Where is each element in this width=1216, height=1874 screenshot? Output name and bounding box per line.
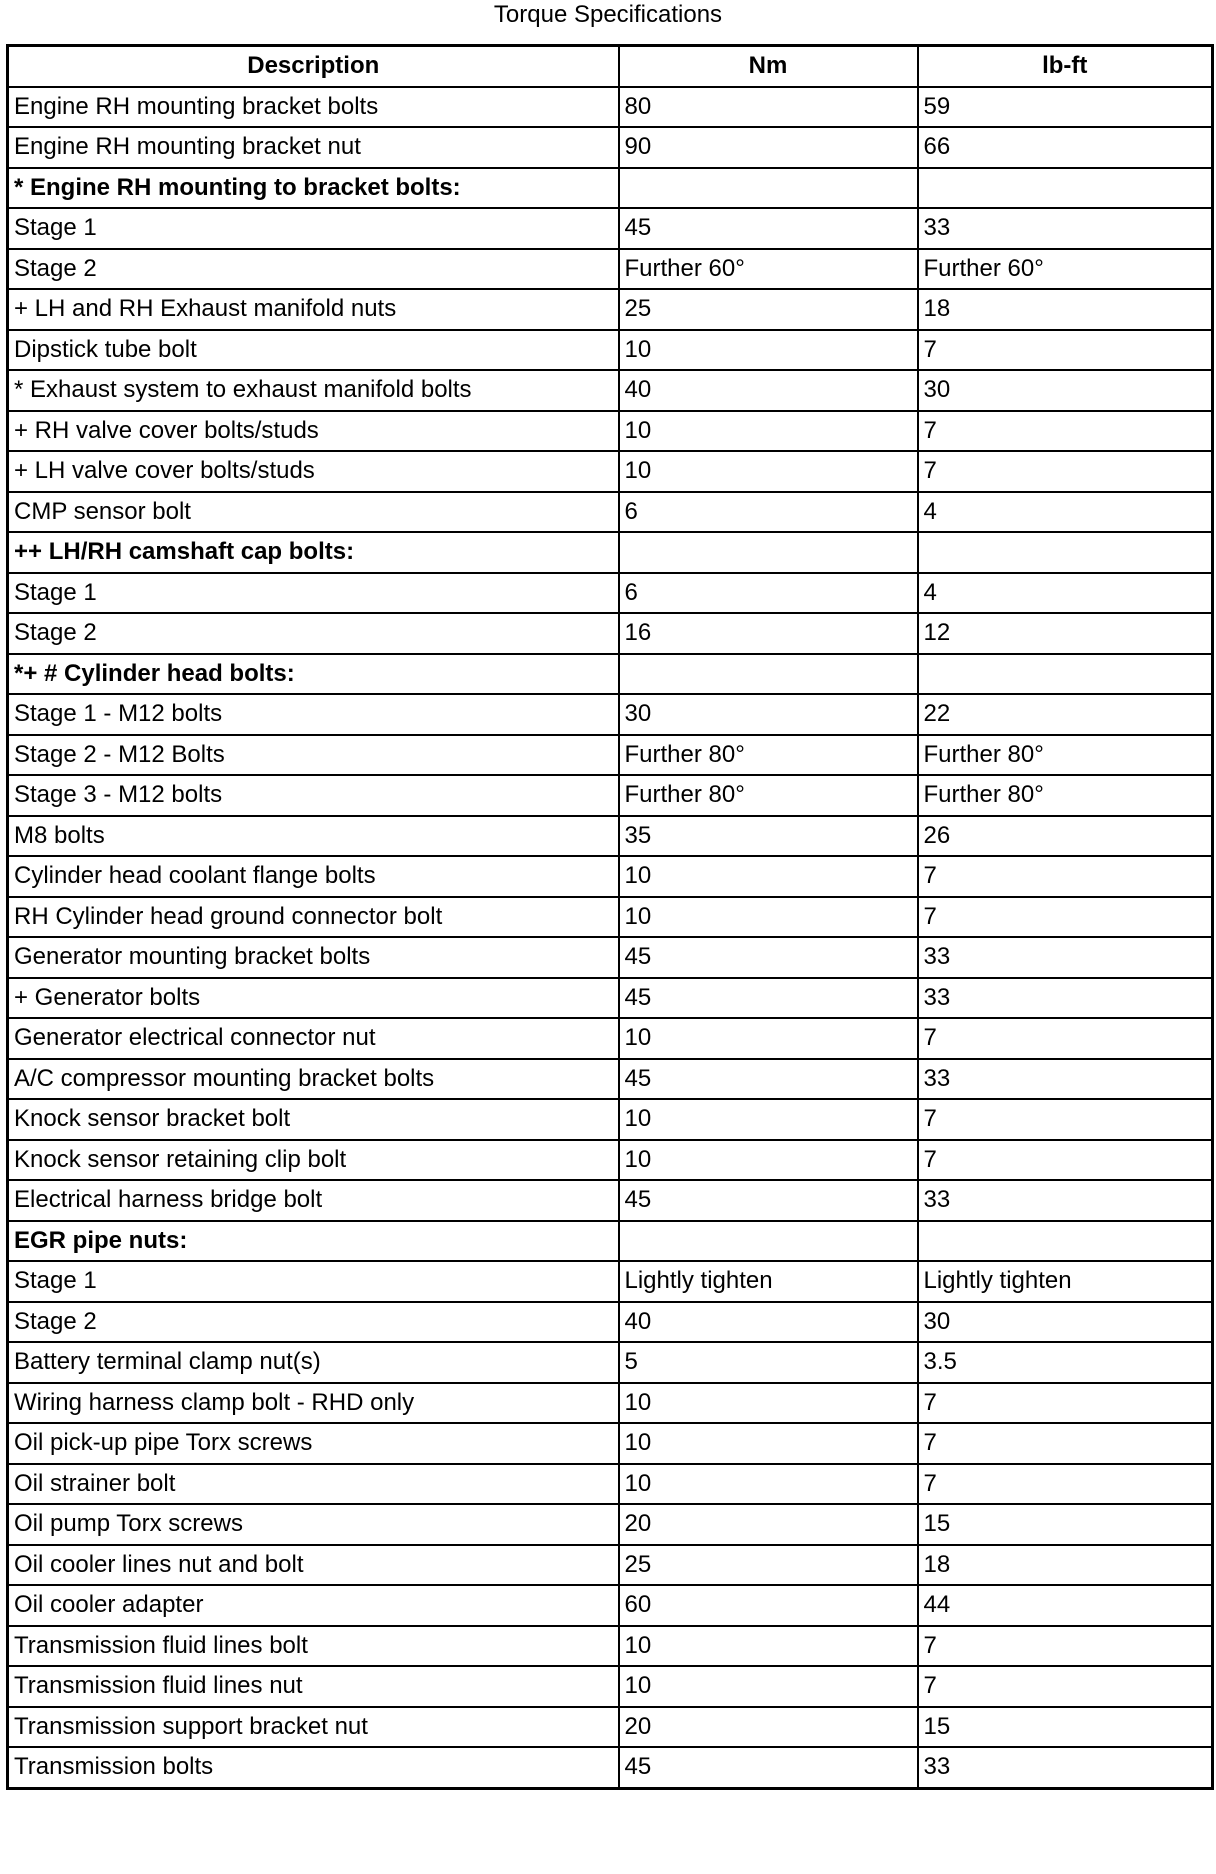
description-cell: Knock sensor bracket bolt [8,1099,619,1140]
description-cell: + LH valve cover bolts/studs [8,451,619,492]
nm-cell: 16 [619,613,918,654]
lbft-cell: 7 [918,1666,1213,1707]
description-cell: * Engine RH mounting to bracket bolts: [8,168,619,209]
header-row [8,46,1213,87]
table-row [8,208,1213,249]
description-cell: Transmission fluid lines nut [8,1666,619,1707]
table-row [8,1140,1213,1181]
lbft-cell: 15 [918,1504,1213,1545]
table-row [8,694,1213,735]
table-row [8,897,1213,938]
description-cell: Generator electrical connector nut [8,1018,619,1059]
lbft-cell: 59 [918,87,1213,128]
nm-cell: 45 [619,208,918,249]
table-row [8,816,1213,857]
lbft-cell: 4 [918,573,1213,614]
description-cell: A/C compressor mounting bracket bolts [8,1059,619,1100]
nm-cell: Lightly tighten [619,1261,918,1302]
description-cell: Stage 2 [8,613,619,654]
nm-cell: Further 80° [619,775,918,816]
description-cell: Cylinder head coolant flange bolts [8,856,619,897]
table-row [8,330,1213,371]
table-row [8,1464,1213,1505]
lbft-cell: 7 [918,1099,1213,1140]
nm-cell: 25 [619,1545,918,1586]
lbft-cell: 7 [918,856,1213,897]
nm-cell: 45 [619,1747,918,1788]
nm-cell: 80 [619,87,918,128]
nm-cell: 25 [619,289,918,330]
nm-cell: 40 [619,1302,918,1343]
lbft-cell: 15 [918,1707,1213,1748]
nm-cell: 10 [619,411,918,452]
table-row [8,127,1213,168]
table-row [8,1302,1213,1343]
table-row [8,937,1213,978]
lbft-cell: 7 [918,451,1213,492]
description-cell: Stage 3 - M12 bolts [8,775,619,816]
table-row [8,411,1213,452]
nm-cell: 10 [619,1666,918,1707]
description-cell: Oil pump Torx screws [8,1504,619,1545]
table-row [8,1666,1213,1707]
description-cell: RH Cylinder head ground connector bolt [8,897,619,938]
description-cell: Stage 1 [8,1261,619,1302]
description-cell: EGR pipe nuts: [8,1221,619,1262]
table-row [8,1545,1213,1586]
lbft-cell: 7 [918,1423,1213,1464]
nm-cell: 10 [619,856,918,897]
table-row [8,87,1213,128]
nm-cell: 45 [619,1059,918,1100]
table-row [8,1180,1213,1221]
table-row [8,1059,1213,1100]
table-row [8,1504,1213,1545]
nm-cell: Further 60° [619,249,918,290]
nm-cell: 30 [619,694,918,735]
lbft-cell: 12 [918,613,1213,654]
lbft-cell [918,532,1213,573]
table-row [8,168,1213,209]
nm-cell: 5 [619,1342,918,1383]
column-header-lbft: lb-ft [918,46,1213,87]
description-cell: Oil cooler lines nut and bolt [8,1545,619,1586]
lbft-cell [918,168,1213,209]
description-cell: Stage 1 [8,208,619,249]
lbft-cell: 3.5 [918,1342,1213,1383]
lbft-cell [918,654,1213,695]
nm-cell: 20 [619,1707,918,1748]
lbft-cell: 7 [918,1626,1213,1667]
lbft-cell: Lightly tighten [918,1261,1213,1302]
table-row [8,856,1213,897]
lbft-cell: 66 [918,127,1213,168]
lbft-cell: 7 [918,1464,1213,1505]
description-cell: Engine RH mounting bracket bolts [8,87,619,128]
description-cell: Oil cooler adapter [8,1585,619,1626]
description-cell: Oil strainer bolt [8,1464,619,1505]
nm-cell [619,1221,918,1262]
description-cell: Oil pick-up pipe Torx screws [8,1423,619,1464]
table-row [8,573,1213,614]
table-row [8,1626,1213,1667]
lbft-cell: Further 80° [918,735,1213,776]
nm-cell: 10 [619,897,918,938]
nm-cell [619,654,918,695]
description-cell: Transmission support bracket nut [8,1707,619,1748]
description-cell: Stage 1 [8,573,619,614]
table-row [8,1585,1213,1626]
nm-cell: 45 [619,978,918,1019]
table-row [8,1747,1213,1788]
table-row [8,289,1213,330]
lbft-cell: 26 [918,816,1213,857]
nm-cell: 10 [619,1383,918,1424]
nm-cell: Further 80° [619,735,918,776]
description-cell: Stage 2 [8,1302,619,1343]
table-row [8,613,1213,654]
nm-cell: 10 [619,1018,918,1059]
description-cell: ++ LH/RH camshaft cap bolts: [8,532,619,573]
description-cell: + Generator bolts [8,978,619,1019]
description-cell: + RH valve cover bolts/studs [8,411,619,452]
nm-cell: 10 [619,1099,918,1140]
lbft-cell: 33 [918,978,1213,1019]
table-row [8,370,1213,411]
table-row [8,1423,1213,1464]
lbft-cell: Further 80° [918,775,1213,816]
lbft-cell: 18 [918,289,1213,330]
lbft-cell: 7 [918,1383,1213,1424]
table-row [8,532,1213,573]
table-row [8,1707,1213,1748]
description-cell: Electrical harness bridge bolt [8,1180,619,1221]
table-row [8,1342,1213,1383]
lbft-cell: 33 [918,1180,1213,1221]
description-cell: Battery terminal clamp nut(s) [8,1342,619,1383]
table-caption: Torque Specifications [493,1,723,28]
lbft-cell: 7 [918,411,1213,452]
nm-cell: 10 [619,330,918,371]
description-cell: Generator mounting bracket bolts [8,937,619,978]
description-cell: Stage 2 - M12 Bolts [8,735,619,776]
lbft-cell: 7 [918,1140,1213,1181]
nm-cell: 90 [619,127,918,168]
lbft-cell: 7 [918,897,1213,938]
table-row [8,775,1213,816]
table-row [8,978,1213,1019]
nm-cell [619,532,918,573]
description-cell: * Exhaust system to exhaust manifold bolts [8,370,619,411]
lbft-cell: 33 [918,1747,1213,1788]
table-row [8,451,1213,492]
lbft-cell [918,1221,1213,1262]
description-cell: M8 bolts [8,816,619,857]
description-cell: + LH and RH Exhaust manifold nuts [8,289,619,330]
lbft-cell: 4 [918,492,1213,533]
lbft-cell: 30 [918,370,1213,411]
torque-specifications-table [6,44,1214,1790]
table-row [8,1221,1213,1262]
description-cell: Stage 2 [8,249,619,290]
column-header-nm: Nm [619,46,918,87]
table-header [8,46,1213,87]
nm-cell: 6 [619,573,918,614]
nm-cell: 20 [619,1504,918,1545]
nm-cell: 40 [619,370,918,411]
lbft-cell: 7 [918,330,1213,371]
lbft-cell: Further 60° [918,249,1213,290]
nm-cell: 35 [619,816,918,857]
table-row [8,1099,1213,1140]
nm-cell: 45 [619,1180,918,1221]
lbft-cell: 22 [918,694,1213,735]
table-row [8,654,1213,695]
lbft-cell: 18 [918,1545,1213,1586]
description-cell: *+ # Cylinder head bolts: [8,654,619,695]
column-header-description: Description [8,46,619,87]
nm-cell: 45 [619,937,918,978]
nm-cell [619,168,918,209]
table-body [8,87,1213,1789]
nm-cell: 10 [619,451,918,492]
nm-cell: 10 [619,1626,918,1667]
lbft-cell: 44 [918,1585,1213,1626]
lbft-cell: 33 [918,1059,1213,1100]
nm-cell: 10 [619,1423,918,1464]
nm-cell: 60 [619,1585,918,1626]
lbft-cell: 33 [918,937,1213,978]
table-row [8,492,1213,533]
table-row [8,735,1213,776]
table-row [8,1383,1213,1424]
description-cell: Transmission fluid lines bolt [8,1626,619,1667]
description-cell: Transmission bolts [8,1747,619,1788]
nm-cell: 10 [619,1464,918,1505]
nm-cell: 10 [619,1140,918,1181]
description-cell: Wiring harness clamp bolt - RHD only [8,1383,619,1424]
description-cell: Stage 1 - M12 bolts [8,694,619,735]
description-cell: Dipstick tube bolt [8,330,619,371]
table-row [8,249,1213,290]
table-row [8,1261,1213,1302]
description-cell: Engine RH mounting bracket nut [8,127,619,168]
lbft-cell: 33 [918,208,1213,249]
nm-cell: 6 [619,492,918,533]
description-cell: Knock sensor retaining clip bolt [8,1140,619,1181]
lbft-cell: 7 [918,1018,1213,1059]
description-cell: CMP sensor bolt [8,492,619,533]
lbft-cell: 30 [918,1302,1213,1343]
table-row [8,1018,1213,1059]
